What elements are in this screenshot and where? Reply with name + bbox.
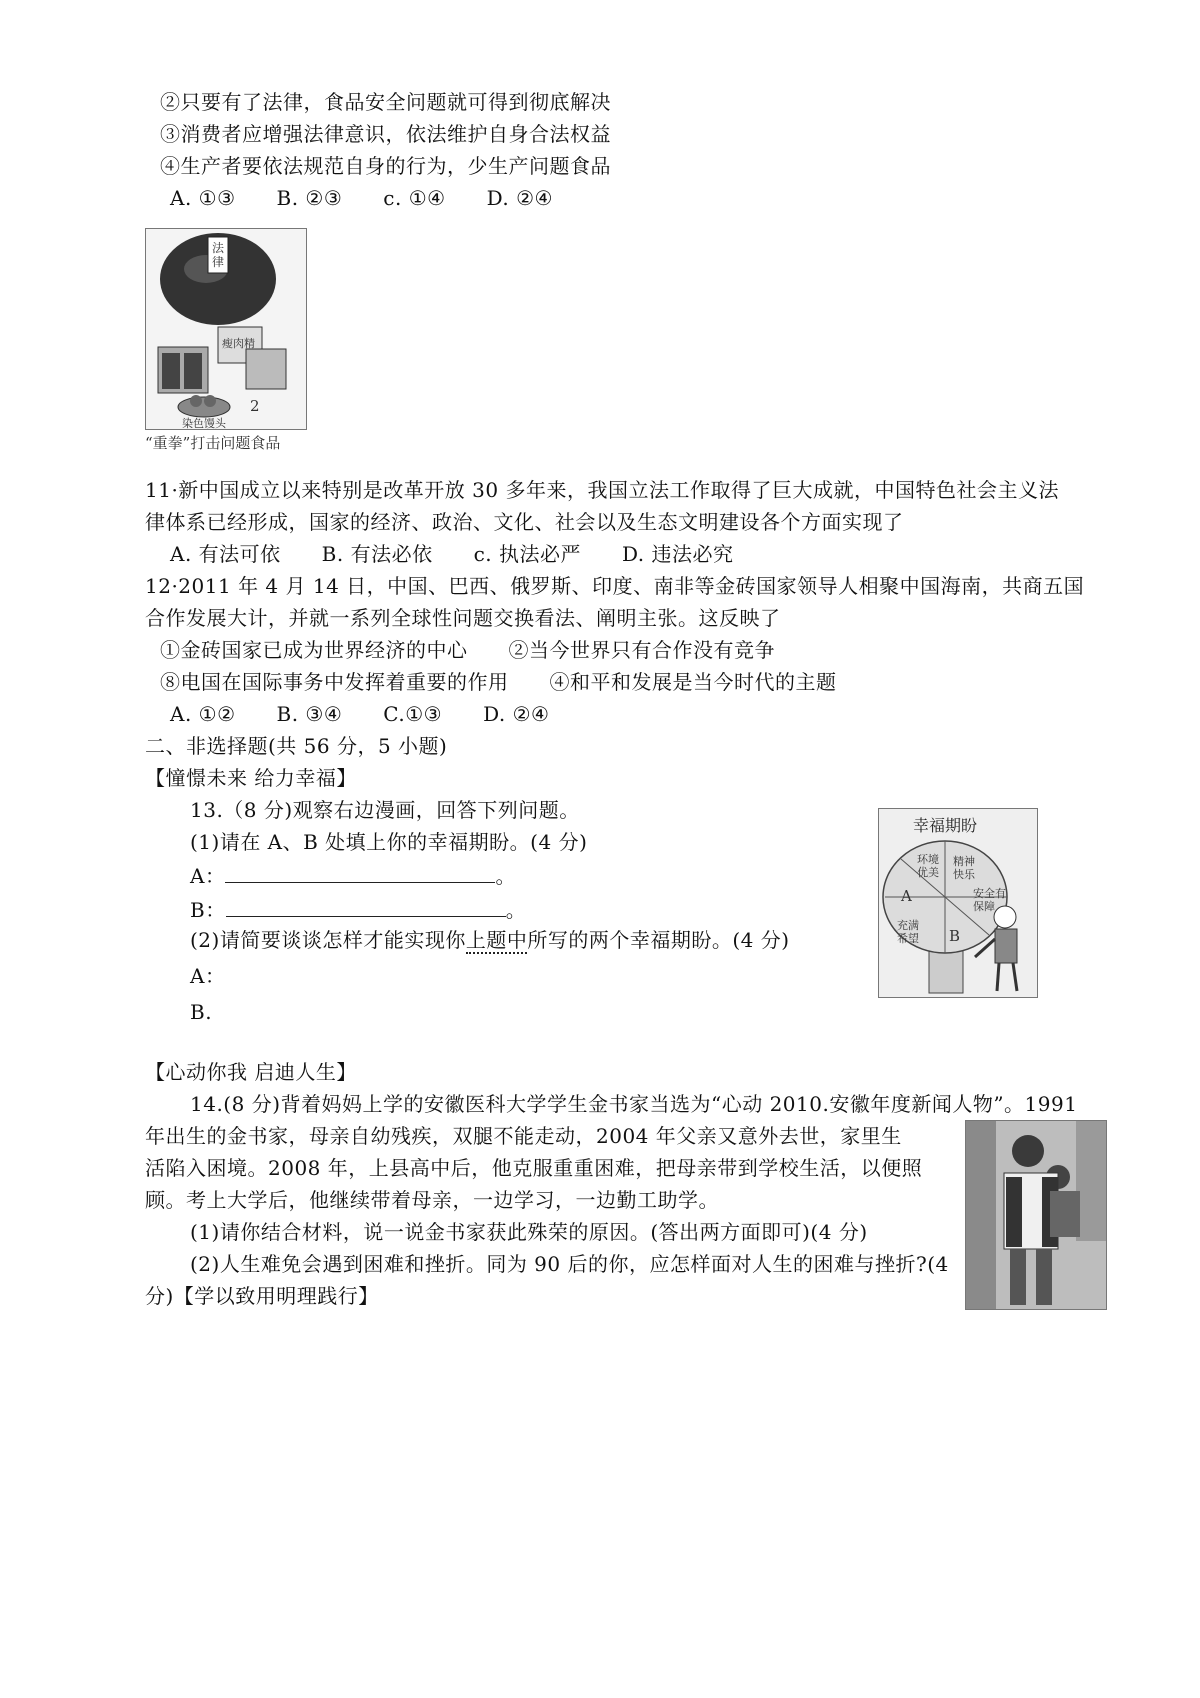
q13-sub2-pre: (2)请简要谈谈怎样才能实现你 (190, 928, 466, 952)
q10-option-3: ③消费者应增强法律意识，依法维护自身合法权益 (160, 122, 611, 146)
q14-stem-line3: 活陷入困境。2008 年，上县高中后，他克服重重困难，把母亲带到学校生活，以便照 (145, 1156, 923, 1180)
cartoon-label-safety: 安全有保障 (973, 887, 1006, 913)
theme-heading-2: 【心动你我 启迪人生】 (145, 1060, 357, 1084)
figure-number: 2 (250, 397, 260, 415)
cartoon-title: 幸福期盼 (913, 816, 978, 835)
q13-blank-b-row (190, 896, 526, 924)
lean-meat-label: 瘦肉精 (222, 337, 255, 350)
q13-blank-a-row (190, 862, 516, 890)
cartoon-label-hope: 充满希望 (897, 919, 919, 945)
q14-stem-line1: 14.(8 分)背着妈妈上学的安徽医科大学学生金书家当选为“心动 2010.安徽年度新闻人物”。1991 (190, 1092, 1078, 1116)
q13-answer-a: A： (190, 964, 226, 988)
q11-stem-line1: 11·新中国成立以来特别是改革开放 30 多年来，我国立法工作取得了巨大成就，中国特色社会主义法 (145, 478, 1059, 502)
cartoon-label-environment: 环境优美 (917, 853, 939, 879)
q12-choices: A. ①② B. ③④ C.①③ D. ②④ (170, 702, 550, 726)
q12-options-b: ⑧电国在国际事务中发挥着重要的作用 ④和平和发展是当今时代的主题 (160, 670, 837, 694)
q10-option-2: ②只要有了法律，食品安全问题就可得到彻底解决 (160, 90, 611, 114)
q12-stem-line1: 12·2011 年 4 月 14 日，中国、巴西、俄罗斯、印度、南非等金砖国家领导人相聚中国海南，共商五国 (145, 574, 1085, 598)
cartoon-label-a: A (901, 887, 912, 905)
student-photo (965, 1120, 1107, 1310)
q14-sub1: (1)请你结合材料，说一说金书家获此殊荣的原因。(答出两方面即可)(4 分) (190, 1220, 868, 1244)
q13-sub2-post: 所写的两个幸福期盼。(4 分) (527, 928, 790, 952)
happiness-cartoon (878, 808, 1038, 998)
cartoon-label-b: B (949, 927, 961, 945)
blank-b-label: B： (190, 898, 226, 922)
q12-stem-line2: 合作发展大计，并就一系列全球性问题交换看法、阐明主张。这反映了 (145, 606, 781, 630)
problem-food-cartoon (145, 228, 307, 430)
q14-stem-line2: 年出生的金书家，母亲自幼残疾，双腿不能走动，2004 年父亲又意外去世，家里生 (145, 1124, 902, 1148)
theme-heading-1: 【憧憬未来 给力幸福】 (145, 766, 357, 790)
q11-stem-line2: 律体系已经形成，国家的经济、政治、文化、社会以及生态文明建设各个方面实现了 (145, 510, 904, 534)
q10-option-4: ④生产者要依法规范自身的行为，少生产问题食品 (160, 154, 611, 178)
q14-stem-line4: 顾。考上大学后，他继续带着母亲，一边学习，一边勤工助学。 (145, 1188, 719, 1212)
cartoon-label-spirit: 精神快乐 (953, 855, 975, 881)
blank-a-label: A： (190, 864, 226, 888)
law-label: 法律 (212, 241, 225, 269)
q13-answer-b: B. (190, 1000, 213, 1024)
figure-caption: “重拳”打击问题食品 (145, 434, 281, 452)
q12-options-a: ①金砖国家已成为世界经济的中心 ②当今世界只有合作没有竞争 (160, 638, 775, 662)
dyed-bun-label: 染色馒头 (182, 417, 226, 430)
blank-a-field[interactable] (225, 864, 495, 883)
blank-b-field[interactable] (226, 898, 506, 917)
q14-sub2-line1: (2)人生难免会遇到困难和挫折。同为 90 后的你，应怎样面对人生的困难与挫折?(4 (190, 1252, 949, 1276)
q14-sub2-line2: 分)【学以致用明理践行】 (145, 1284, 379, 1308)
q13-stem: 13.（8 分)观察右边漫画，回答下列问题。 (190, 798, 580, 822)
q13-sub2-emphasis: 上题中 (465, 928, 528, 952)
fist-illustration (146, 229, 306, 429)
student-carrying-mother-photo (966, 1121, 1106, 1309)
blank-b-period: 。 (505, 898, 527, 922)
q13-sub1: (1)请在 A、B 处填上你的幸福期盼。(4 分) (190, 830, 588, 854)
section-2-title: 二、非选择题(共 56 分，5 小题) (145, 734, 448, 758)
blank-a-period: 。 (495, 864, 516, 888)
q13-sub2 (190, 926, 790, 954)
q10-choices: A. ①③ B. ②③ c. ①④ D. ②④ (170, 186, 553, 210)
q11-choices: A. 有法可依 B. 有法必依 c. 执法必严 D. 违法必究 (170, 542, 734, 566)
